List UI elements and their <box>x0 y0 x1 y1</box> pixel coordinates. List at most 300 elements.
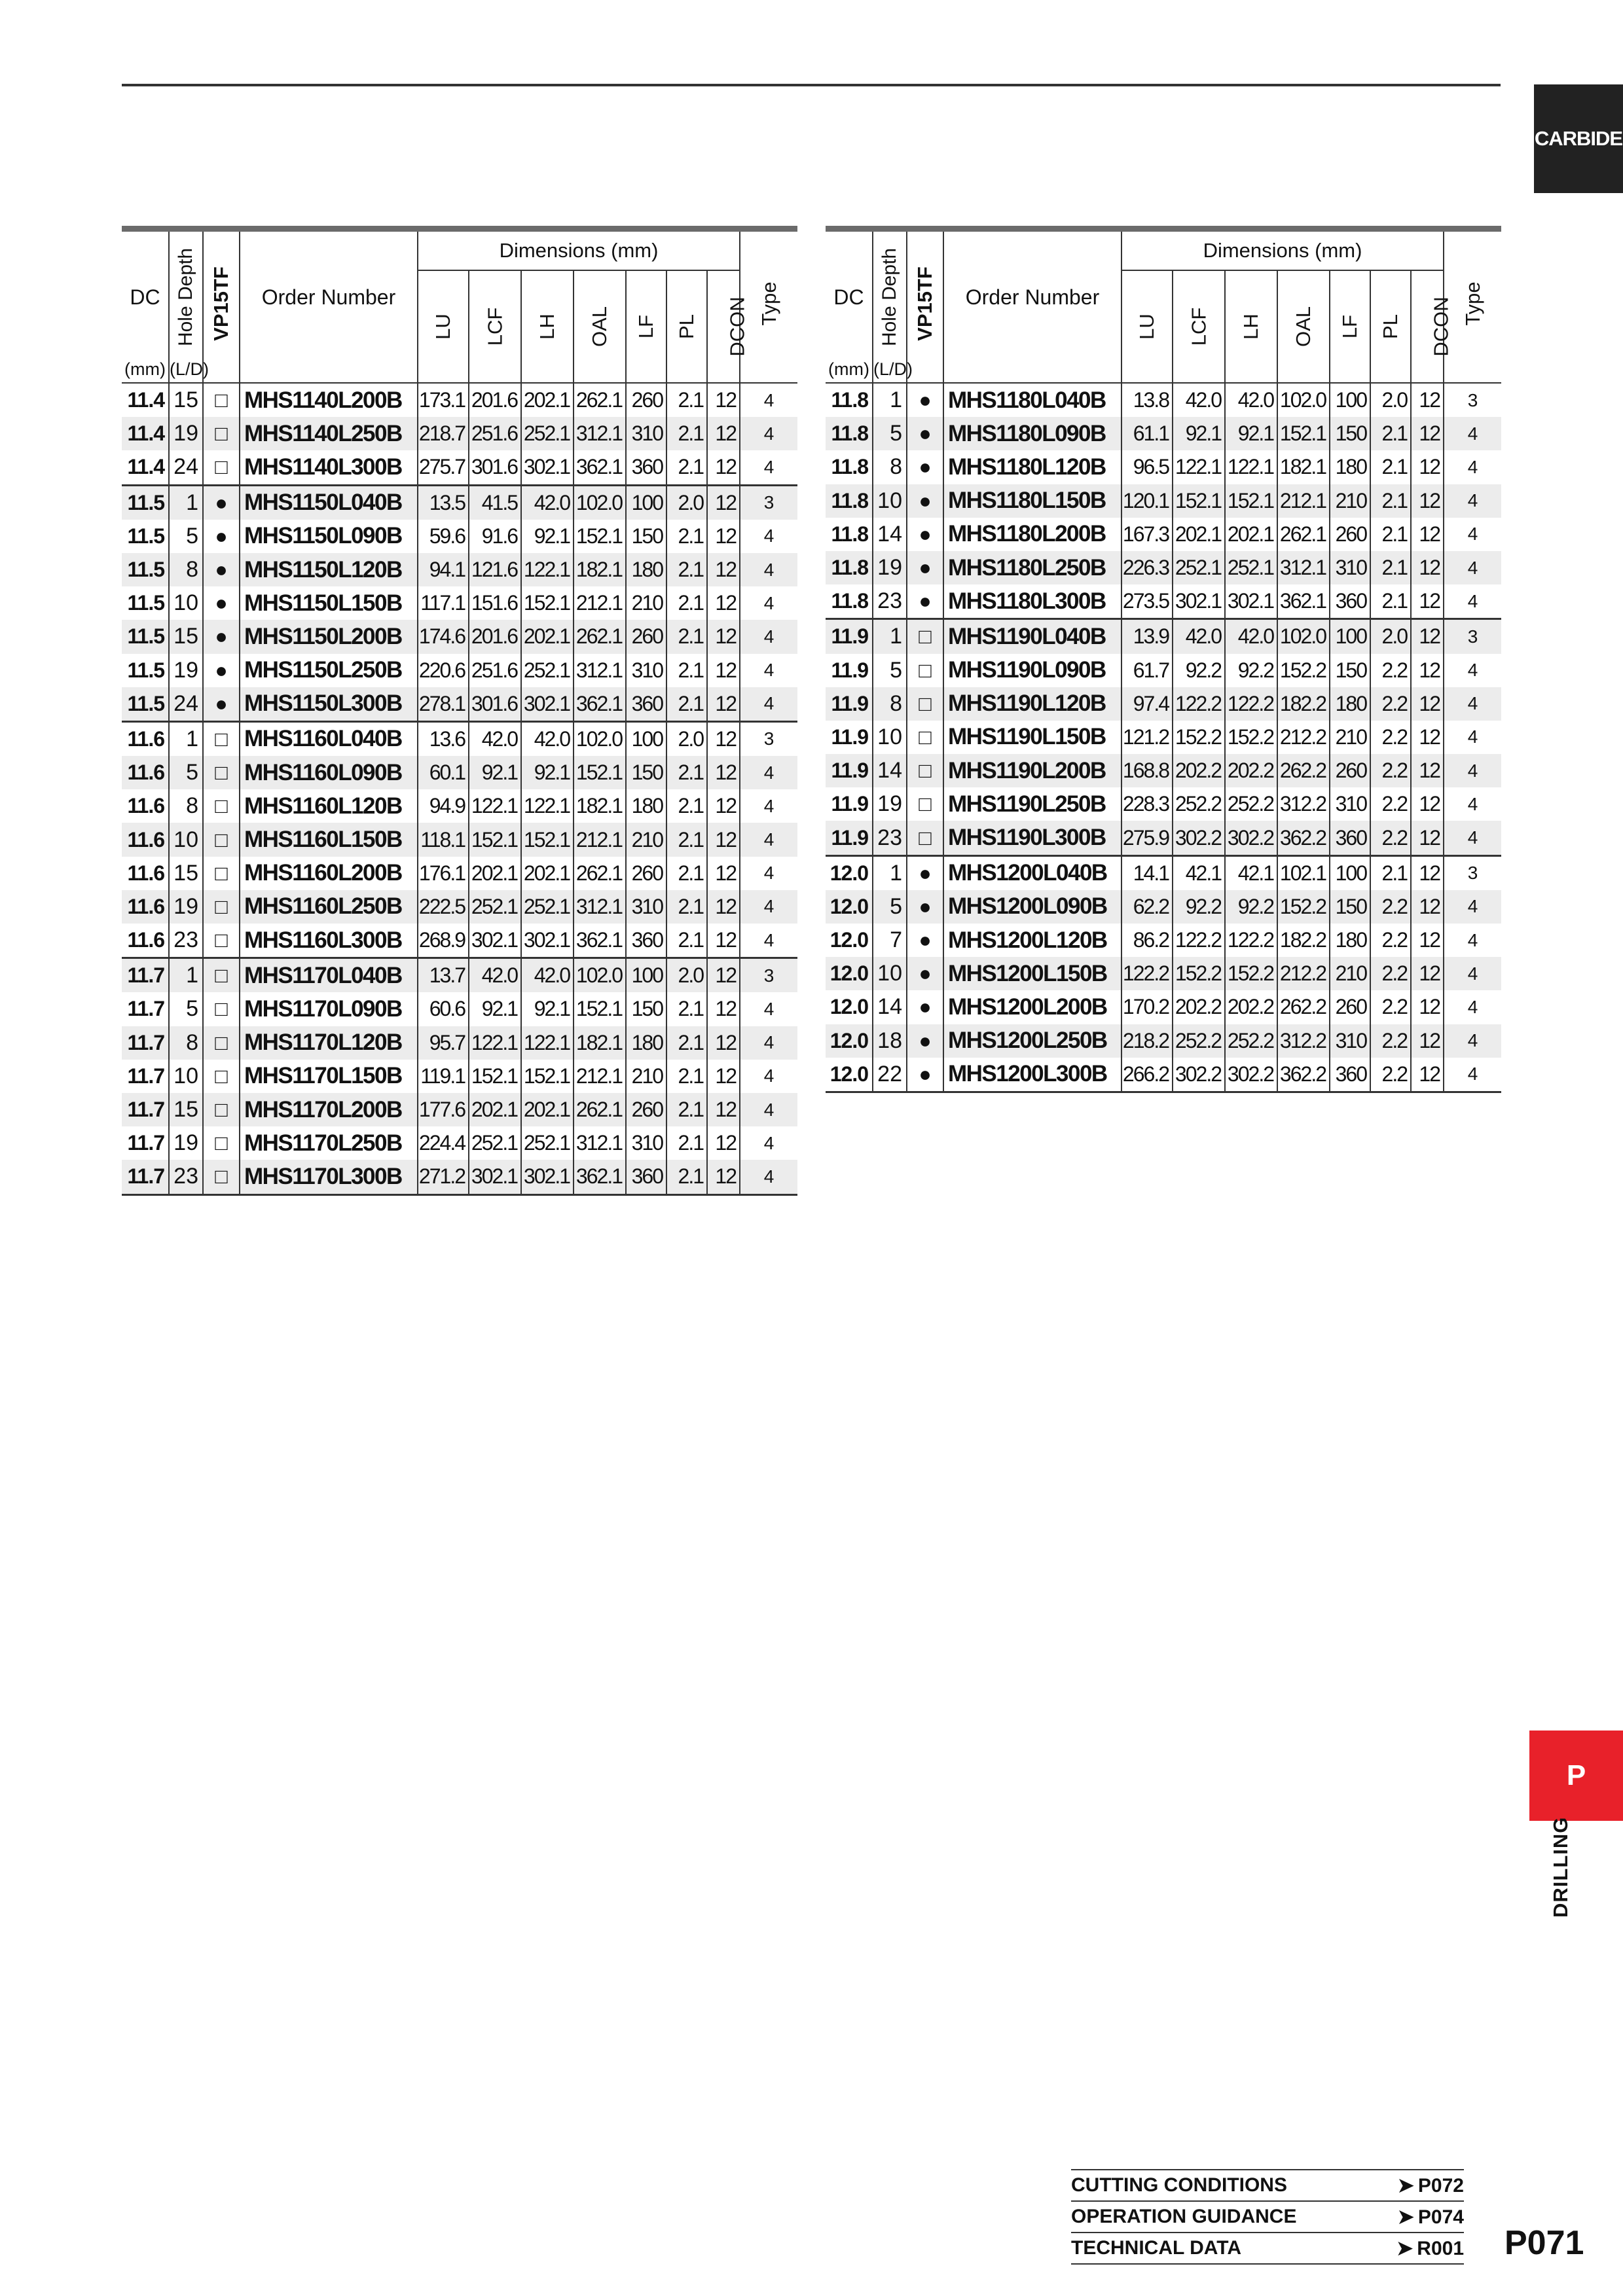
cell-lu: 13.9 <box>1122 619 1173 654</box>
reference-operation-guidance[interactable]: OPERATION GUIDANCE ➤ P074 <box>1071 2200 1464 2232</box>
cell-order-number: MHS1150L300B <box>240 687 418 722</box>
cell-lu: 266.2 <box>1122 1058 1173 1092</box>
cell-grade: □ <box>907 754 943 787</box>
cell-oal: 262.1 <box>574 1093 626 1126</box>
cell-order-number: MHS1150L090B <box>240 520 418 553</box>
cell-order-number: MHS1180L200B <box>943 518 1122 551</box>
cell-grade: ● <box>907 1024 943 1058</box>
cell-lf: 100 <box>626 485 666 520</box>
cell-grade: ● <box>907 584 943 619</box>
cell-pl: 2.1 <box>1370 417 1411 450</box>
cell-lcf: 42.0 <box>1173 619 1225 654</box>
cell-lu: 86.2 <box>1122 924 1173 957</box>
cell-lu: 62.2 <box>1122 890 1173 924</box>
cell-lh: 122.1 <box>1225 450 1277 484</box>
cell-order-number: MHS1160L200B <box>240 857 418 890</box>
cell-oal: 312.1 <box>574 417 626 450</box>
reference-cutting-conditions[interactable]: CUTTING CONDITIONS ➤ P072 <box>1071 2169 1464 2200</box>
table-row <box>122 450 797 485</box>
header-lf: LF <box>1330 270 1370 383</box>
cell-lu: 13.6 <box>418 721 469 756</box>
cell-lf: 150 <box>1330 890 1370 924</box>
cell-dc: 11.9 <box>826 787 873 821</box>
cell-order-number: MHS1160L150B <box>240 823 418 856</box>
cell-hole-depth: 10 <box>873 484 907 518</box>
cell-order-number: MHS1180L300B <box>943 584 1122 619</box>
cell-type: 4 <box>1444 1024 1501 1058</box>
cell-lh: 152.1 <box>521 1060 574 1093</box>
cell-lcf: 122.2 <box>1173 924 1225 957</box>
cell-hole-depth: 10 <box>169 586 203 620</box>
cell-grade: ● <box>907 957 943 990</box>
cell-lcf: 251.6 <box>469 417 521 450</box>
cell-grade: ● <box>907 450 943 484</box>
cell-grade: □ <box>907 687 943 721</box>
header-type: Type <box>1444 232 1501 383</box>
cell-lu: 218.7 <box>418 417 469 450</box>
cell-lf: 180 <box>626 553 666 586</box>
cell-lu: 60.6 <box>418 992 469 1026</box>
cell-lu: 119.1 <box>418 1060 469 1093</box>
cell-lu: 167.3 <box>1122 518 1173 551</box>
cell-lh: 252.1 <box>521 417 574 450</box>
cell-oal: 152.1 <box>574 520 626 553</box>
cell-lu: 60.1 <box>418 756 469 789</box>
cell-lh: 302.2 <box>1225 821 1277 855</box>
cell-order-number: MHS1180L250B <box>943 551 1122 584</box>
cell-lh: 202.2 <box>1225 754 1277 787</box>
cell-lf: 360 <box>626 924 666 958</box>
cell-dcon: 12 <box>707 1126 740 1160</box>
cell-lf: 310 <box>626 1126 666 1160</box>
table-row <box>826 855 1501 890</box>
cell-type: 4 <box>740 620 797 653</box>
cell-lu: 13.5 <box>418 485 469 520</box>
cell-order-number: MHS1170L300B <box>240 1160 418 1194</box>
cell-grade: □ <box>203 958 240 993</box>
cell-lcf: 252.2 <box>1173 787 1225 821</box>
cell-dc: 11.6 <box>122 789 169 823</box>
cell-order-number: MHS1200L120B <box>943 924 1122 957</box>
header-lh: LH <box>521 270 574 383</box>
cell-oal: 212.1 <box>574 1060 626 1093</box>
cell-lu: 95.7 <box>418 1026 469 1060</box>
cell-order-number: MHS1150L250B <box>240 654 418 687</box>
cell-lf: 360 <box>626 1160 666 1194</box>
cell-type: 4 <box>1467 996 1478 1017</box>
cell-lf: 210 <box>1330 957 1370 990</box>
cell-oal: 212.1 <box>574 586 626 620</box>
cell-lh: 122.2 <box>1225 687 1277 721</box>
arrow-right-icon: ➤ <box>1396 2237 1413 2259</box>
cell-dc: 11.7 <box>122 1126 169 1160</box>
cell-lh: 302.1 <box>521 924 574 958</box>
cell-oal: 362.1 <box>1277 584 1330 619</box>
cell-hole-depth: 5 <box>169 520 203 553</box>
cell-dc: 11.6 <box>122 756 169 789</box>
cell-lh: 302.1 <box>521 1160 574 1194</box>
cell-pl: 2.1 <box>1370 518 1411 551</box>
cell-dc: 11.9 <box>826 687 873 721</box>
cell-dcon: 12 <box>1411 518 1444 551</box>
header-lcf: LCF <box>1173 270 1225 383</box>
cell-dcon: 12 <box>707 383 740 417</box>
cell-lu: 94.1 <box>418 553 469 586</box>
header-pl: PL <box>1370 270 1411 383</box>
cell-lcf: 201.6 <box>469 383 521 417</box>
cell-dcon: 12 <box>707 756 740 789</box>
cell-order-number: MHS1200L300B <box>943 1058 1122 1092</box>
cell-lcf: 252.1 <box>469 890 521 924</box>
cell-dcon: 12 <box>707 687 740 722</box>
cell-lu: 97.4 <box>1122 687 1173 721</box>
cell-pl: 2.1 <box>666 1093 707 1126</box>
cell-pl: 2.2 <box>1370 687 1411 721</box>
cell-lf: 180 <box>1330 450 1370 484</box>
reference-technical-data[interactable]: TECHNICAL DATA ➤ R001 <box>1071 2232 1464 2265</box>
cell-lh: 92.1 <box>521 520 574 553</box>
cell-dcon: 12 <box>1411 417 1444 450</box>
cell-dcon: 12 <box>1411 1058 1444 1092</box>
cell-dcon: 12 <box>707 857 740 890</box>
cell-dcon: 12 <box>1411 619 1444 654</box>
cell-lh: 202.1 <box>1225 518 1277 551</box>
cell-dcon: 12 <box>1411 484 1444 518</box>
cell-pl: 2.1 <box>1370 855 1411 890</box>
table-row <box>122 721 797 756</box>
cell-type: 4 <box>740 417 797 450</box>
cell-dc: 11.8 <box>826 518 873 551</box>
cell-lcf: 152.1 <box>1173 484 1225 518</box>
cell-pl: 2.2 <box>1370 1024 1411 1058</box>
cell-hole-depth: 5 <box>873 890 907 924</box>
cell-dc: 11.5 <box>122 553 169 586</box>
cell-type: 3 <box>740 485 797 520</box>
cell-lcf: 302.1 <box>1173 584 1225 619</box>
cell-order-number: MHS1180L120B <box>943 450 1122 484</box>
cell-lcf: 122.2 <box>1173 687 1225 721</box>
cell-lcf: 302.2 <box>1173 1058 1225 1092</box>
cell-order-number: MHS1200L090B <box>943 890 1122 924</box>
cell-hole-depth: 18 <box>873 1024 907 1058</box>
cell-type: 4 <box>1467 929 1478 950</box>
cell-dcon: 12 <box>1411 990 1444 1024</box>
cell-pl: 2.2 <box>1370 924 1411 957</box>
cell-pl: 2.0 <box>666 485 707 520</box>
cell-lh: 302.1 <box>521 450 574 485</box>
cell-oal: 262.1 <box>574 620 626 653</box>
cell-lu: 122.2 <box>1122 957 1173 990</box>
cell-lcf: 252.2 <box>1173 1024 1225 1058</box>
cell-lh: 302.1 <box>1225 584 1277 619</box>
arrow-right-icon: ➤ <box>1397 2174 1414 2197</box>
cell-lu: 275.9 <box>1122 821 1173 855</box>
cell-dcon: 12 <box>1411 787 1444 821</box>
cell-lh: 42.0 <box>1225 383 1277 417</box>
cell-type: 3 <box>740 721 797 756</box>
cell-type: 4 <box>763 795 775 816</box>
cell-dc: 11.7 <box>122 1160 169 1194</box>
cell-lcf: 251.6 <box>469 654 521 687</box>
cell-lf: 150 <box>1330 654 1370 687</box>
cell-dc: 12.0 <box>826 855 873 890</box>
cell-lf: 150 <box>1330 417 1370 450</box>
cell-lf: 360 <box>626 687 666 722</box>
cell-lu: 59.6 <box>418 520 469 553</box>
cell-oal: 182.1 <box>574 789 626 823</box>
table-row <box>122 756 797 789</box>
table-row <box>826 450 1501 484</box>
cell-lf: 260 <box>626 383 666 417</box>
cell-type: 4 <box>1467 456 1478 477</box>
cell-oal: 182.2 <box>1277 687 1330 721</box>
cell-lf: 210 <box>626 823 666 856</box>
cell-grade: □ <box>203 1060 240 1093</box>
cell-grade: □ <box>203 823 240 856</box>
cell-lu: 170.2 <box>1122 990 1173 1024</box>
cell-dc: 11.4 <box>122 417 169 450</box>
cell-type: 4 <box>740 1160 797 1194</box>
cell-pl: 2.2 <box>1370 890 1411 924</box>
cell-hole-depth: 14 <box>873 990 907 1024</box>
cell-lu: 13.8 <box>1122 383 1173 417</box>
cell-dcon: 12 <box>1411 551 1444 584</box>
cell-lcf: 252.1 <box>469 1126 521 1160</box>
cell-grade: ● <box>907 990 943 1024</box>
cell-lcf: 202.2 <box>1173 754 1225 787</box>
header-lcf: LCF <box>469 270 521 383</box>
cell-type: 4 <box>740 687 797 722</box>
cell-lu: 278.1 <box>418 687 469 722</box>
cell-lh: 252.1 <box>521 1126 574 1160</box>
header-dc: DC (mm) <box>122 232 169 383</box>
cell-grade: ● <box>907 1058 943 1092</box>
page-number: P071 <box>1504 2224 1584 2262</box>
cell-hole-depth: 1 <box>873 619 907 654</box>
product-table-left <box>122 226 797 1196</box>
cell-grade: □ <box>203 450 240 485</box>
cell-dc: 11.4 <box>122 383 169 417</box>
cell-pl: 2.1 <box>666 857 707 890</box>
cell-grade: ● <box>907 417 943 450</box>
carbide-tab: CARBIDE <box>1534 84 1623 193</box>
table-row <box>122 687 797 722</box>
cell-lcf: 41.5 <box>469 485 521 520</box>
cell-dcon: 12 <box>707 450 740 485</box>
cell-lf: 150 <box>626 992 666 1026</box>
table-row <box>826 1058 1501 1092</box>
cell-grade: □ <box>907 654 943 687</box>
cell-order-number: MHS1160L300B <box>240 924 418 958</box>
cell-lcf: 92.1 <box>469 992 521 1026</box>
cell-lcf: 252.1 <box>1173 551 1225 584</box>
cell-dcon: 12 <box>1411 957 1444 990</box>
cell-pl: 2.1 <box>666 553 707 586</box>
cell-oal: 182.1 <box>1277 450 1330 484</box>
cell-order-number: MHS1170L200B <box>240 1093 418 1126</box>
cell-order-number: MHS1160L250B <box>240 890 418 924</box>
cell-type: 4 <box>1444 1058 1501 1092</box>
cell-type: 4 <box>763 998 775 1019</box>
cell-hole-depth: 19 <box>169 417 203 450</box>
cell-dc: 11.7 <box>122 958 169 993</box>
cell-hole-depth: 15 <box>169 383 203 417</box>
cell-pl: 2.1 <box>666 890 707 924</box>
cell-dcon: 12 <box>1411 654 1444 687</box>
cell-lu: 220.6 <box>418 654 469 687</box>
cell-grade: ● <box>203 485 240 520</box>
cell-dcon: 12 <box>707 958 740 993</box>
cell-lf: 100 <box>1330 383 1370 417</box>
cell-lu: 96.5 <box>1122 450 1173 484</box>
cell-dc: 11.5 <box>122 687 169 722</box>
cell-type: 4 <box>763 389 775 410</box>
header-lu: LU <box>1122 270 1173 383</box>
cell-order-number: MHS1190L250B <box>943 787 1122 821</box>
cell-lu: 177.6 <box>418 1093 469 1126</box>
table-row <box>122 823 797 856</box>
cell-lf: 100 <box>626 958 666 993</box>
cell-oal: 102.1 <box>1277 855 1330 890</box>
cell-lcf: 151.6 <box>469 586 521 620</box>
cell-lf: 210 <box>626 1060 666 1093</box>
cell-hole-depth: 10 <box>169 1060 203 1093</box>
cell-dc: 11.6 <box>122 823 169 856</box>
cell-dcon: 12 <box>1411 855 1444 890</box>
cell-lcf: 302.2 <box>1173 821 1225 855</box>
cell-lh: 252.2 <box>1225 1024 1277 1058</box>
cell-dcon: 12 <box>707 823 740 856</box>
cell-hole-depth: 23 <box>873 821 907 855</box>
cell-lf: 260 <box>1330 518 1370 551</box>
cell-oal: 312.2 <box>1277 787 1330 821</box>
cell-lh: 152.1 <box>521 586 574 620</box>
table-row <box>122 1126 797 1160</box>
cell-dc: 11.6 <box>122 890 169 924</box>
cell-dcon: 12 <box>707 890 740 924</box>
table-row <box>122 417 797 450</box>
cell-order-number: MHS1140L250B <box>240 417 418 450</box>
cell-lh: 302.1 <box>521 687 574 722</box>
cell-pl: 2.0 <box>1370 383 1411 417</box>
header-hole-depth: Hole Depth (L/D) <box>169 232 203 383</box>
cell-lf: 260 <box>626 620 666 653</box>
cell-grade: □ <box>203 924 240 958</box>
cell-oal: 212.2 <box>1277 957 1330 990</box>
cell-pl: 2.2 <box>1370 957 1411 990</box>
cell-type: 4 <box>1444 484 1501 518</box>
cell-lcf: 92.1 <box>469 756 521 789</box>
cell-lh: 302.2 <box>1225 1058 1277 1092</box>
cell-pl: 2.2 <box>1370 787 1411 821</box>
cell-lh: 92.2 <box>1225 654 1277 687</box>
cell-lh: 202.2 <box>1225 990 1277 1024</box>
header-grade: VP15TF <box>203 232 240 383</box>
cell-lu: 94.9 <box>418 789 469 823</box>
cell-dc: 12.0 <box>826 1058 873 1092</box>
table-row <box>826 1024 1501 1058</box>
cell-dc: 11.7 <box>122 1093 169 1126</box>
cell-lcf: 152.2 <box>1173 721 1225 754</box>
cell-grade: ● <box>907 890 943 924</box>
cell-dcon: 12 <box>1411 584 1444 619</box>
cell-lcf: 301.6 <box>469 450 521 485</box>
cell-lcf: 122.1 <box>469 789 521 823</box>
cell-oal: 182.1 <box>574 1026 626 1060</box>
cell-grade: □ <box>907 721 943 754</box>
cell-lh: 42.0 <box>521 721 574 756</box>
table-row <box>826 518 1501 551</box>
cell-order-number: MHS1160L120B <box>240 789 418 823</box>
cell-lh: 252.1 <box>521 890 574 924</box>
cell-lh: 252.1 <box>521 654 574 687</box>
table-row <box>826 551 1501 584</box>
header-lu: LU <box>418 270 469 383</box>
cell-lh: 42.0 <box>1225 619 1277 654</box>
cell-lu: 271.2 <box>418 1160 469 1194</box>
cell-pl: 2.1 <box>1370 450 1411 484</box>
cell-lu: 118.1 <box>418 823 469 856</box>
cell-dc: 11.8 <box>826 584 873 619</box>
cell-lf: 310 <box>1330 1024 1370 1058</box>
cell-oal: 262.1 <box>574 383 626 417</box>
cell-dc: 12.0 <box>826 890 873 924</box>
cell-dcon: 12 <box>1411 1024 1444 1058</box>
cell-order-number: MHS1160L040B <box>240 721 418 756</box>
cell-type: 4 <box>1467 793 1478 814</box>
cell-dc: 11.9 <box>826 821 873 855</box>
cell-type: 4 <box>763 456 775 477</box>
cell-dc: 11.8 <box>826 383 873 417</box>
cell-dc: 11.7 <box>122 1060 169 1093</box>
cell-oal: 262.2 <box>1277 990 1330 1024</box>
table-row <box>826 821 1501 855</box>
cell-lu: 273.5 <box>1122 584 1173 619</box>
cell-hole-depth: 5 <box>169 992 203 1026</box>
cell-hole-depth: 10 <box>873 721 907 754</box>
cell-oal: 102.0 <box>1277 383 1330 417</box>
cell-oal: 312.1 <box>574 654 626 687</box>
cell-dcon: 12 <box>707 654 740 687</box>
cell-hole-depth: 14 <box>873 754 907 787</box>
cell-type: 4 <box>1467 660 1478 681</box>
table-row <box>122 654 797 687</box>
cell-lu: 61.7 <box>1122 654 1173 687</box>
table-row <box>826 687 1501 721</box>
cell-lh: 202.1 <box>521 620 574 653</box>
header-oal: OAL <box>1277 270 1330 383</box>
cell-lu: 174.6 <box>418 620 469 653</box>
cell-grade: □ <box>203 1126 240 1160</box>
cell-lf: 210 <box>626 586 666 620</box>
cell-hole-depth: 10 <box>873 957 907 990</box>
cell-grade: ● <box>907 484 943 518</box>
cell-lcf: 202.1 <box>1173 518 1225 551</box>
table-row <box>826 957 1501 990</box>
cell-dc: 11.9 <box>826 721 873 754</box>
cell-lu: 226.3 <box>1122 551 1173 584</box>
cell-hole-depth: 19 <box>873 551 907 584</box>
cell-lcf: 152.2 <box>1173 957 1225 990</box>
cell-grade: □ <box>203 789 240 823</box>
cell-type: 4 <box>740 1026 797 1060</box>
cell-dc: 12.0 <box>826 924 873 957</box>
cell-dcon: 12 <box>1411 924 1444 957</box>
cell-dc: 11.6 <box>122 924 169 958</box>
cell-grade: ● <box>907 855 943 890</box>
cell-type: 4 <box>1444 821 1501 855</box>
cell-type: 4 <box>1444 687 1501 721</box>
